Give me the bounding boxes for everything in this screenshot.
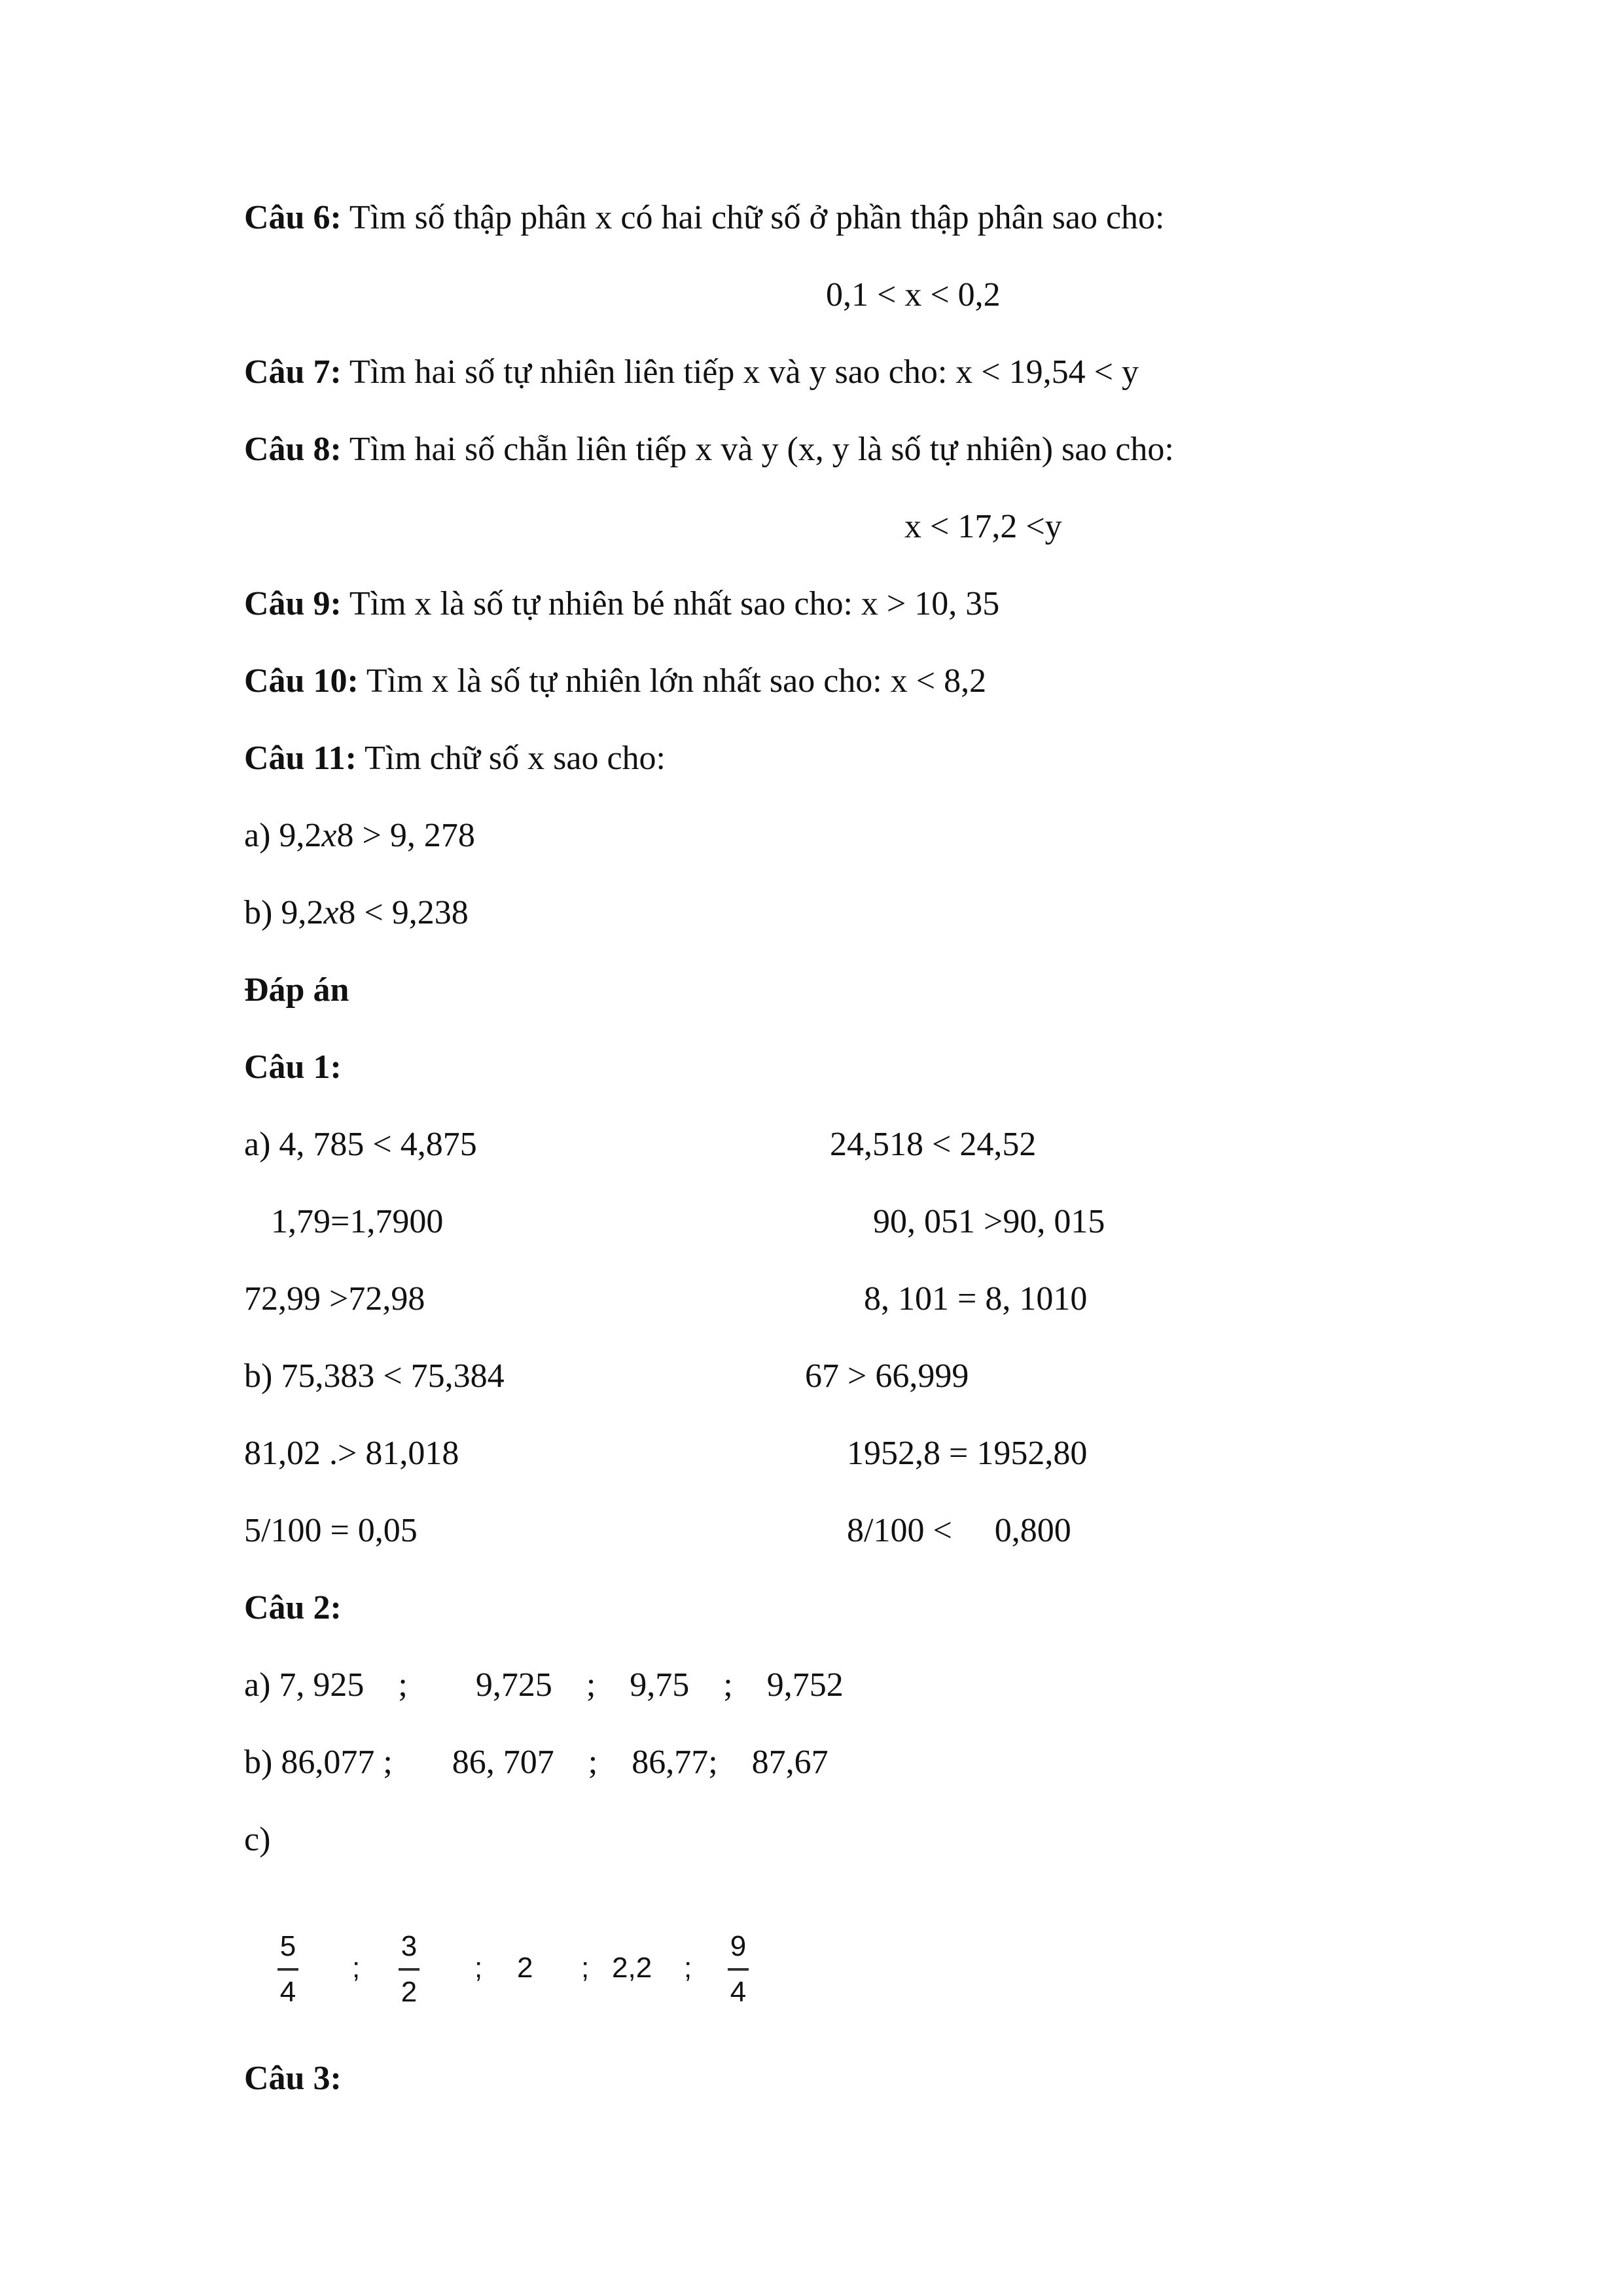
fraction-9-4 [725, 1928, 751, 2011]
q10-text: Tìm x là số tự nhiên lớn nhất sao cho: x < 8,2 [358, 662, 987, 700]
fraction-numerator: 5 [279, 1930, 296, 1962]
answers-title: Đáp án [244, 971, 349, 1009]
fraction-bar [277, 1968, 298, 1971]
c1-row5-right: 1952,8 = 1952,80 [847, 1435, 1088, 1472]
q11-text: Tìm chữ số x sao cho: [356, 740, 666, 777]
q11-b [244, 896, 469, 930]
q8-text: Tìm hai số chẵn liên tiếp x và y (x, y là số tự nhiên) sao cho: [341, 431, 1174, 468]
fraction-bar [728, 1968, 749, 1971]
c2-label: Câu 2: [244, 1589, 342, 1626]
fraction-denominator: 4 [279, 1976, 296, 2008]
fraction-numerator: 9 [730, 1930, 747, 1962]
fraction-denominator: 4 [730, 1976, 747, 2008]
q11-line [244, 742, 666, 776]
c2-c: c) [244, 1821, 271, 1858]
q11-a-prefix: a) 9,2 [244, 817, 322, 854]
q7-label: Câu 7: [244, 353, 342, 391]
q9-label: Câu 9: [244, 585, 342, 622]
q7-line [244, 355, 1139, 389]
fraction-5-4 [275, 1928, 301, 2011]
q11-a-suffix: 8 > 9, 278 [336, 817, 475, 854]
q6-label: Câu 6: [244, 199, 342, 236]
q11-a-var: x [321, 817, 337, 854]
c1-row6-left: 5/100 = 0,05 [244, 1512, 418, 1549]
q11-a [244, 819, 475, 853]
c1-row2-right: 90, 051 >90, 015 [873, 1203, 1105, 1240]
c3-label: Câu 3: [244, 2060, 342, 2097]
q11-b-prefix: b) 9,2 [244, 894, 324, 931]
q6-text: Tìm số thập phân x có hai chữ số ở phần thập phân sao cho: [341, 199, 1165, 236]
q8-line [244, 433, 1174, 467]
c1-row3-left: 72,99 >72,98 [244, 1280, 425, 1318]
fraction-bar [399, 1968, 419, 1971]
q6-line [244, 201, 1165, 235]
q10-label: Câu 10: [244, 662, 359, 700]
c1-row3-right: 8, 101 = 8, 1010 [864, 1280, 1088, 1318]
c2-a: a) 7, 925 ; 9,725 ; 9,75 ; 9,752 [244, 1666, 844, 1704]
q9-line [244, 587, 999, 621]
q6-condition: 0,1 < x < 0,2 [826, 276, 1001, 314]
c1-row2-left: 1,79=1,7900 [271, 1203, 444, 1240]
c1-label: Câu 1: [244, 1049, 342, 1086]
q9-text: Tìm x là số tự nhiên bé nhất sao cho: x > 10, 35 [341, 585, 1000, 622]
separator: ; [684, 1952, 692, 1984]
c1-row1-right: 24,518 < 24,52 [830, 1126, 1037, 1163]
q7-text: Tìm hai số tự nhiên liên tiếp x và y sao cho: x < 19,54 < y [341, 353, 1139, 391]
value-2: 2 [517, 1952, 533, 1984]
q11-label: Câu 11: [244, 740, 357, 777]
c1-row4-right: 67 > 66,999 [805, 1357, 969, 1395]
q10-line [244, 664, 986, 698]
c1-row6-right: 8/100 < 0,800 [847, 1512, 1071, 1549]
separator: ; [474, 1952, 483, 1984]
value-2-2: 2,2 [612, 1952, 652, 1984]
c2-b: b) 86,077 ; 86, 707 ; 86,77; 87,67 [244, 1744, 829, 1781]
q11-b-var: x [323, 894, 339, 931]
fraction-denominator: 2 [401, 1976, 418, 2008]
separator: ; [352, 1952, 361, 1984]
separator: ; [581, 1952, 590, 1984]
c1-row5-left: 81,02 .> 81,018 [244, 1435, 459, 1472]
q11-b-suffix: 8 < 9,238 [338, 894, 469, 931]
fraction-3-2 [396, 1928, 422, 2011]
q8-condition: x < 17,2 <y [904, 508, 1062, 545]
q8-label: Câu 8: [244, 431, 342, 468]
fraction-numerator: 3 [401, 1930, 418, 1962]
c1-row4-left: b) 75,383 < 75,384 [244, 1357, 505, 1395]
c1-row1-left: a) 4, 785 < 4,875 [244, 1126, 477, 1163]
